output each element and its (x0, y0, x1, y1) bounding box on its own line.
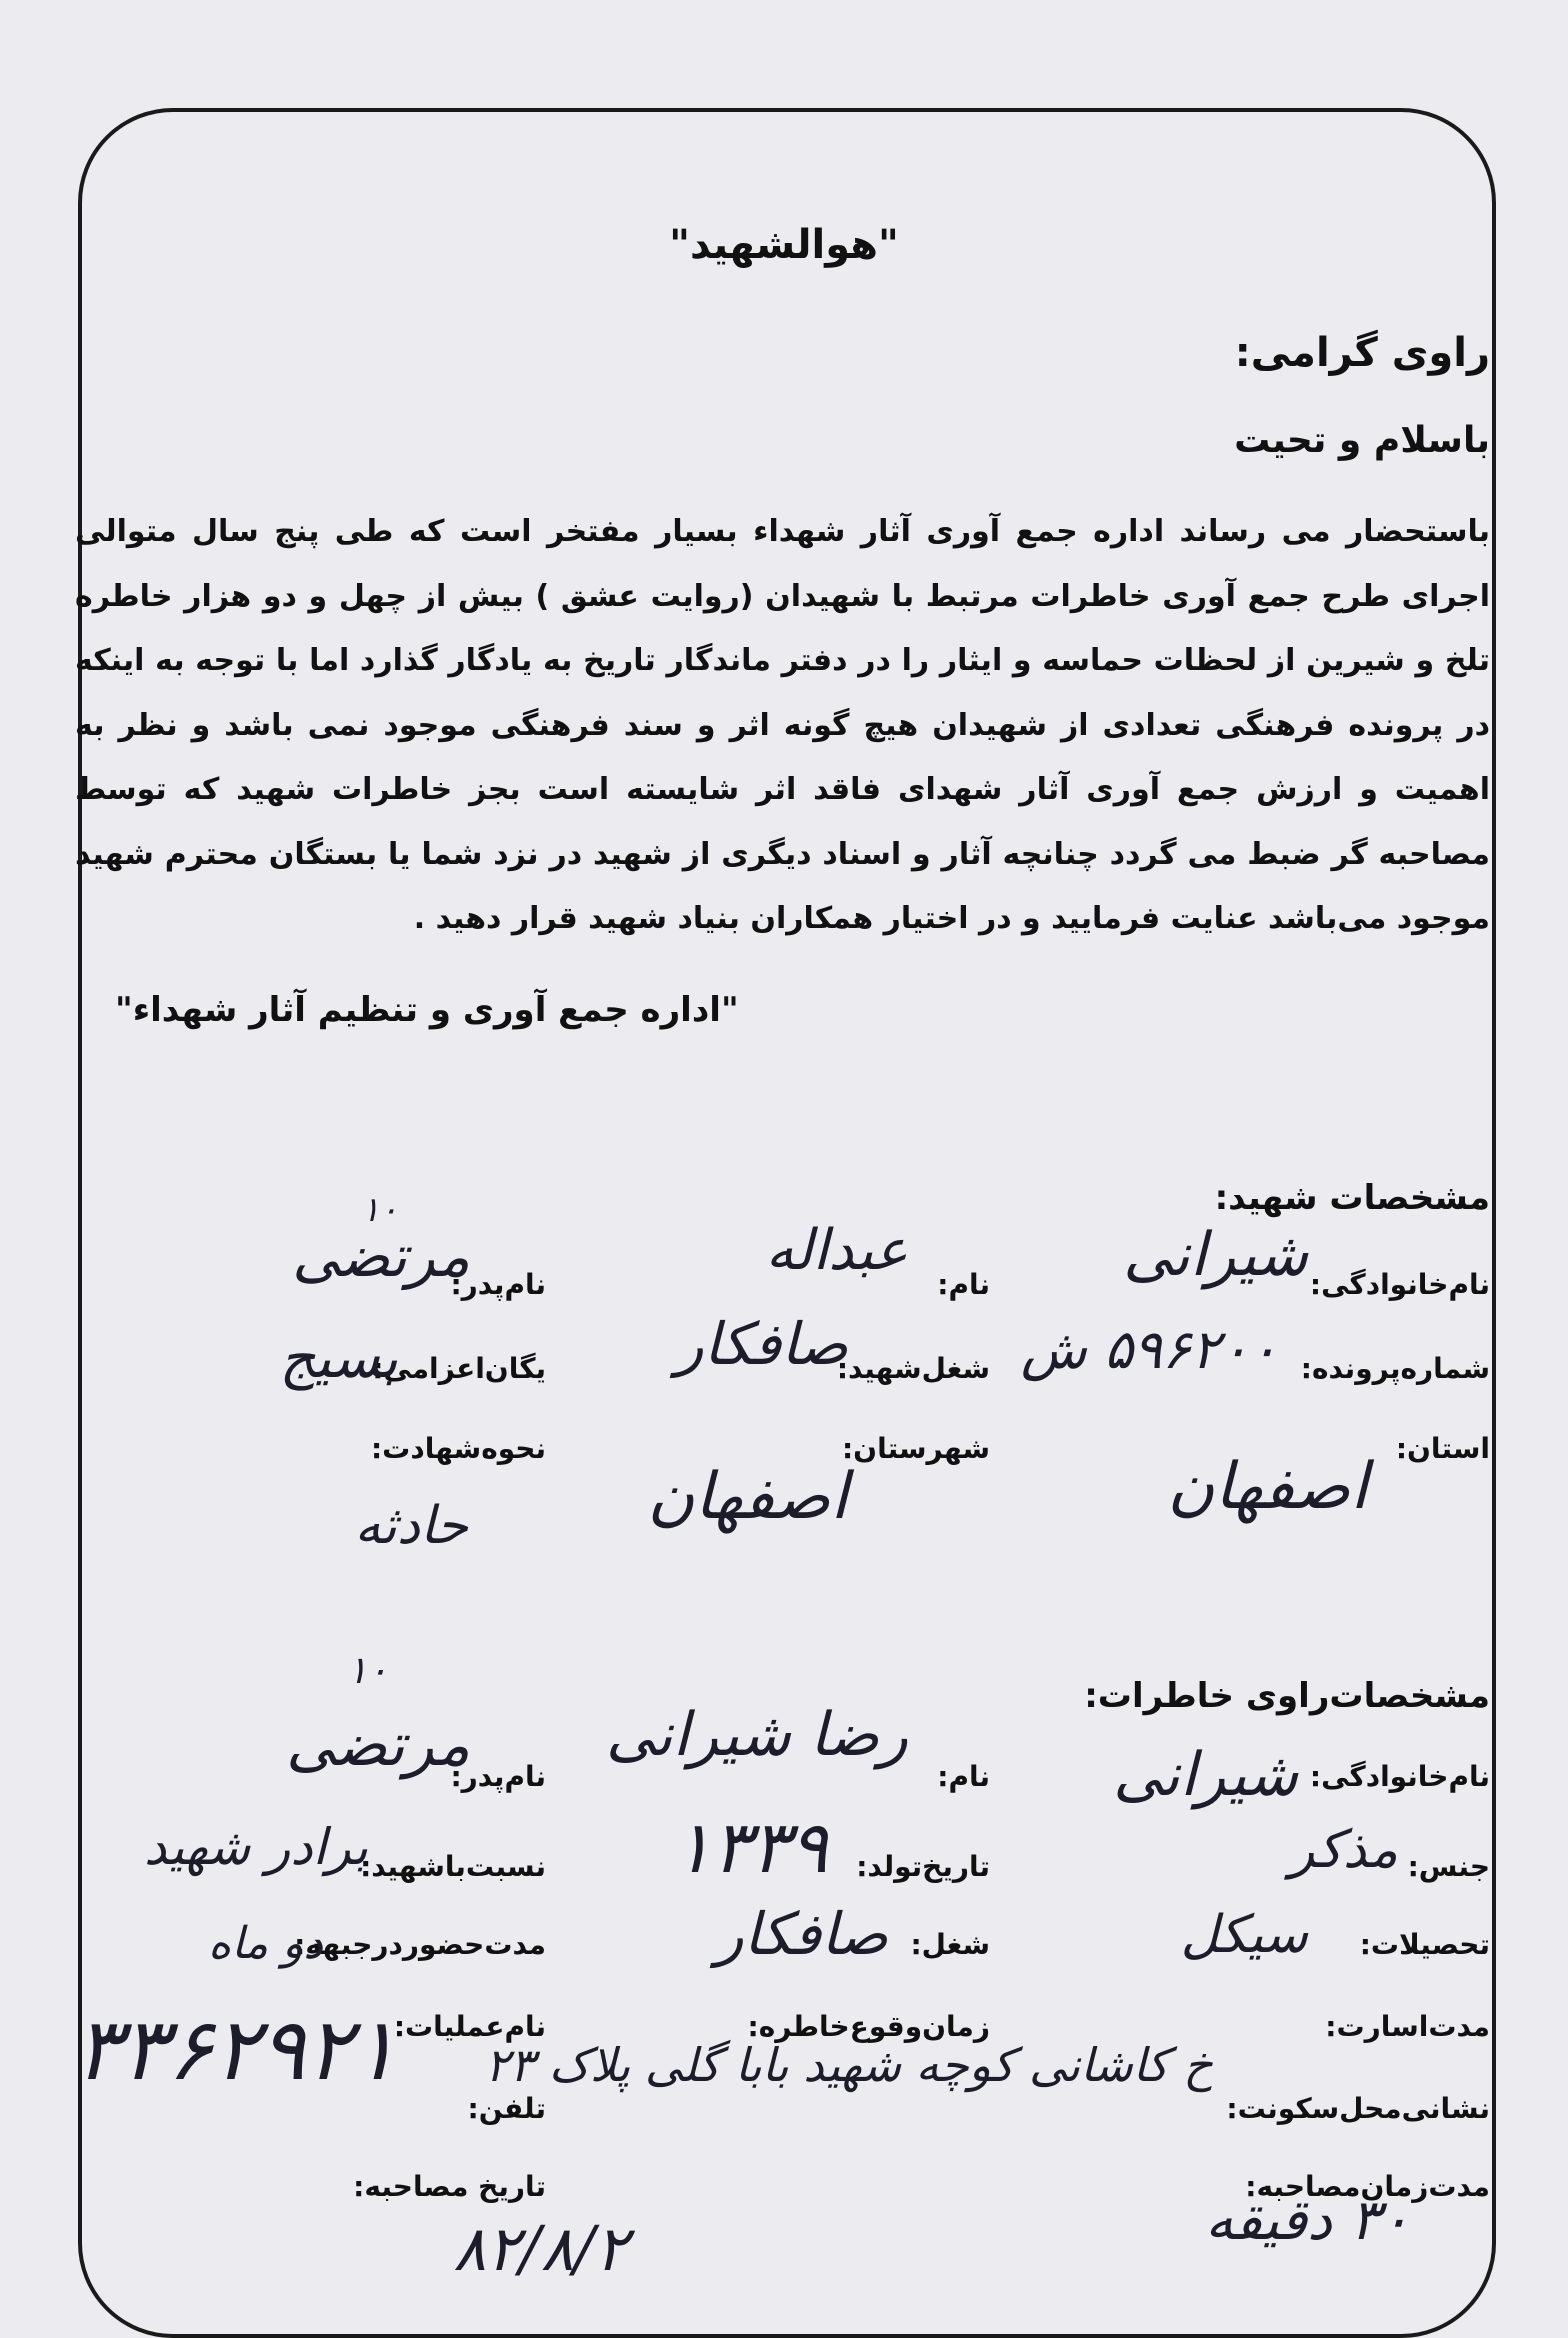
narrator-captivity-label: مدت‌اسارت: (1325, 2010, 1490, 2043)
martyr-first-name-label: نام: (937, 1268, 990, 1301)
martyr-unit-value: بسیج (279, 1326, 398, 1391)
greeting: باسلام و تحیت (1234, 420, 1490, 461)
martyr-martyrdom-label: نحوه‌شهادت: (370, 1432, 546, 1465)
narrator-address-value: خ کاشانی کوچه شهید بابا گلی پلاک ۲۳ (484, 2038, 1213, 2092)
martyr-father-name-label: نام‌پدر: (450, 1268, 546, 1301)
narrator-education-value: سیکل (1180, 1905, 1308, 1965)
martyr-martyrdom-value: حادثه (354, 1496, 468, 1556)
narrator-father-name-value: مرتضی (286, 1710, 470, 1780)
letter-signature: "اداره جمع آوری و تنظیم آثار شهداء" (115, 990, 739, 1030)
martyr-father-name-value: مرتضی (292, 1222, 470, 1290)
martyr-file-number-value: ۵۹۶۲۰۰ ش (1020, 1318, 1278, 1381)
narrator-education-label: تحصیلات: (1359, 1928, 1490, 1961)
narrator-front-value: دو ماه (208, 1918, 323, 1969)
salutation: راوی گرامی: (1234, 330, 1490, 376)
page-title: "هوالشهید" (669, 222, 899, 268)
narrator-interview-date-label: تاریخ مصاحبه: (353, 2170, 546, 2203)
narrator-family-name-label: نام‌خانوادگی: (1309, 1760, 1490, 1793)
narrator-relation-label: نسبت‌باشهید: (360, 1850, 546, 1883)
narrator-operation-label: نام‌عملیات: (393, 2010, 546, 2043)
letter-body: باستحضار می رساند اداره جمع آوری آثار شهداء بسیار مفتخر است که طی پنج سال متوالی اجرای طرح جمع آوری خاطرات مرتبط با شهیدان (روایت عشق ) بیش از چهل و دو هزار خاطره تلخ و شیرین از لحظات حماسه و ایثار را در دفتر ماندگار تاریخ به یادگار گذارد اما با توجه به اینکه در پرونده فرهنگی تعدادی از شهیدان هیچ گونه اثر و سند فرهنگی موجود نمی باشد و نظر به اهمیت و ارزش جمع آوری آثار شهدای فاقد اثر شایسته است بجز خاطرات شهید که توسط مصاحبه گر ضبط می گردد چنانچه آثار و اسناد دیگری از شهید در نزد شما یا بستگان محترم شهید موجود می‌باشد عنایت فرمایید و در اختیار همکاران بنیاد شهید قرار دهید . (75, 514, 1490, 936)
narrator-front-label: مدت‌حضوردرجبهه: (294, 1928, 546, 1961)
narrator-gender-label: جنس: (1407, 1850, 1490, 1883)
narrator-first-name-label: نام: (937, 1760, 990, 1793)
narrator-interview-duration-label: مدت‌زمان‌مصاحبه: (1245, 2170, 1490, 2203)
narrator-birth-date-label: تاریخ‌تولد: (856, 1850, 990, 1883)
narrator-event-time-label: زمان‌وقوع‌خاطره: (747, 2010, 990, 2043)
narrator-phone-label: تلفن: (467, 2092, 546, 2125)
narrator-father-name-note: ۱۰ (347, 1648, 388, 1692)
narrator-gender-value: مذکر (1289, 1820, 1398, 1880)
narrator-interview-duration-value: ۳۰ دقیقه (1205, 2188, 1410, 2253)
martyr-city-label: شهرستان: (841, 1432, 990, 1465)
martyr-province-value: اصفهان (1167, 1450, 1368, 1524)
narrator-interview-date-value: ۸۲/۸/۲ (453, 2212, 628, 2285)
martyr-first-name-value: عبداله (765, 1218, 908, 1283)
martyr-occupation-label: شغل‌شهید: (836, 1352, 990, 1385)
martyr-family-name-label: نام‌خانوادگی: (1309, 1268, 1490, 1301)
martyr-occupation-value: صافکار (675, 1310, 848, 1378)
narrator-address-label: نشانی‌محل‌سکونت: (1226, 2092, 1490, 2125)
narrator-job-value: صافکار (715, 1900, 888, 1968)
martyr-city-value: اصفهان (647, 1460, 848, 1534)
narrator-first-name-value: رضا شیرانی (605, 1700, 908, 1770)
narrator-section-title: مشخصات‌راوی خاطرات: (1084, 1676, 1490, 1716)
martyr-section-title: مشخصات شهید: (1214, 1178, 1490, 1218)
martyr-province-label: استان: (1395, 1432, 1490, 1465)
martyr-file-number-label: شماره‌پرونده: (1300, 1352, 1490, 1385)
narrator-birth-date-value: ۱۳۳۹ (673, 1805, 828, 1889)
narrator-family-name-value: شیرانی (1113, 1740, 1298, 1810)
martyr-father-name-note: ۱۰ (361, 1190, 398, 1230)
martyr-family-name-value: شیرانی (1123, 1220, 1308, 1290)
narrator-phone-value: ۳۳۶۲۹۲۱ (74, 2000, 398, 2100)
narrator-relation-value: برادر شهید (144, 1818, 368, 1876)
martyr-unit-label: یگان‌اعزامی: (372, 1352, 546, 1385)
narrator-father-name-label: نام‌پدر: (450, 1760, 546, 1793)
narrator-job-label: شغل: (910, 1928, 990, 1961)
